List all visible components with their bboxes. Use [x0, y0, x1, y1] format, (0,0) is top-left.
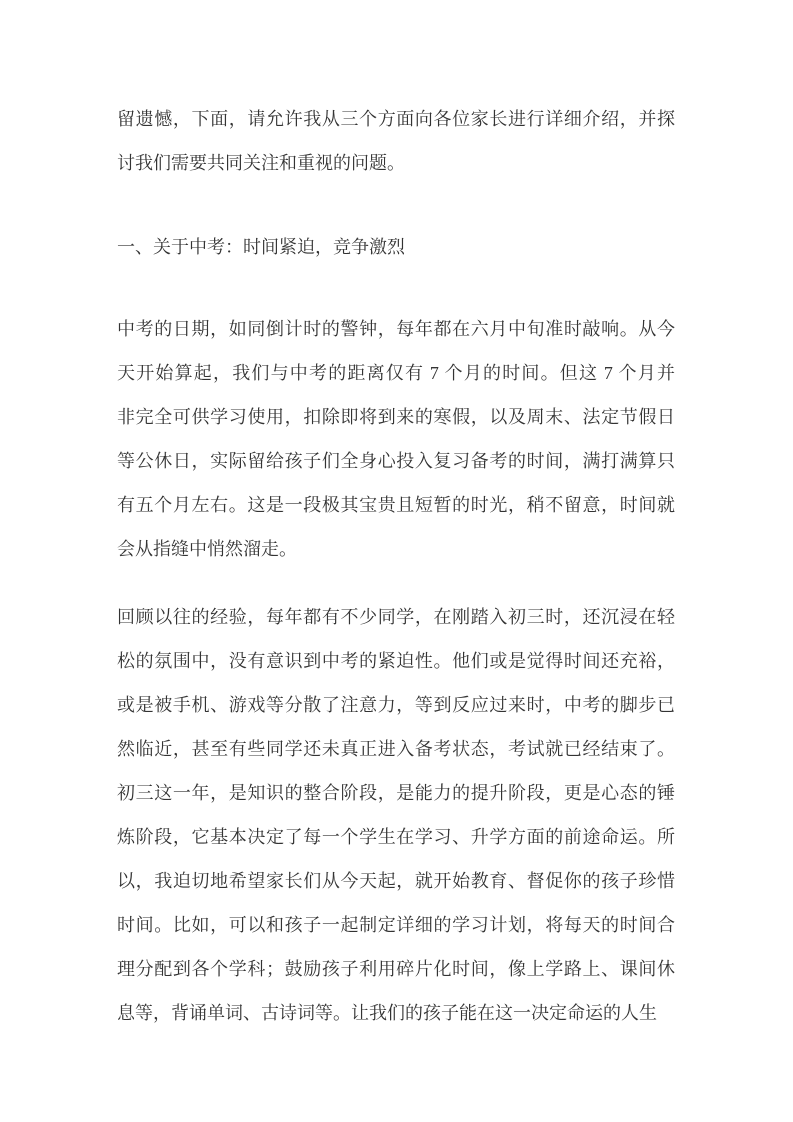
- text-line: 等公休日，实际留给孩子们全身心投入复习备考的时间，满打满算只: [117, 451, 675, 471]
- text-line: 回顾以往的经验，每年都有不少同学，在刚踏入初三时，还沉浸在轻: [117, 607, 675, 627]
- text-line: 然临近，甚至有些同学还未真正进入备考状态，考试就已经结束了。: [117, 739, 675, 759]
- text-line: 或是被手机、游戏等分散了注意力，等到反应过来时，中考的脚步已: [117, 695, 675, 715]
- text-line: 会从指缝中悄然溜走。: [117, 539, 297, 559]
- text-line: 天开始算起，我们与中考的距离仅有 7 个月的时间。但这 7 个月并: [117, 363, 675, 383]
- text-line: 讨我们需要共同关注和重视的问题。: [117, 153, 405, 173]
- text-line: 理分配到各个学科；鼓励孩子利用碎片化时间，像上学路上、课间休: [117, 959, 675, 979]
- section-heading: 一、关于中考：时间紧迫，竞争激烈: [117, 237, 405, 257]
- text-line: 中考的日期，如同倒计时的警钟，每年都在六月中旬准时敲响。从今: [117, 319, 675, 339]
- text-line: 松的氛围中，没有意识到中考的紧迫性。他们或是觉得时间还充裕，: [117, 651, 675, 671]
- text-line: 有五个月左右。这是一段极其宝贵且短暂的时光，稍不留意，时间就: [117, 495, 675, 515]
- text-line: 时间。比如，可以和孩子一起制定详细的学习计划，将每天的时间合: [117, 915, 675, 935]
- text-line: 初三这一年，是知识的整合阶段，是能力的提升阶段，更是心态的锤: [117, 783, 675, 803]
- text-line: 以，我迫切地希望家长们从今天起，就开始教育、督促你的孩子珍惜: [117, 871, 675, 891]
- paragraph-past-experience: [117, 595, 675, 1035]
- intro-paragraph: [117, 97, 675, 185]
- text-line: 炼阶段，它基本决定了每一个学生在学习、升学方面的前途命运。所: [117, 827, 675, 847]
- text-line: 息等，背诵单词、古诗词等。让我们的孩子能在这一决定命运的人生: [117, 1003, 657, 1023]
- paragraph-exam-countdown: [117, 307, 675, 571]
- text-line: 非完全可供学习使用，扣除即将到来的寒假，以及周末、法定节假日: [117, 407, 675, 427]
- text-line: 留遗憾，下面，请允许我从三个方面向各位家长进行详细介绍，并探: [117, 109, 675, 129]
